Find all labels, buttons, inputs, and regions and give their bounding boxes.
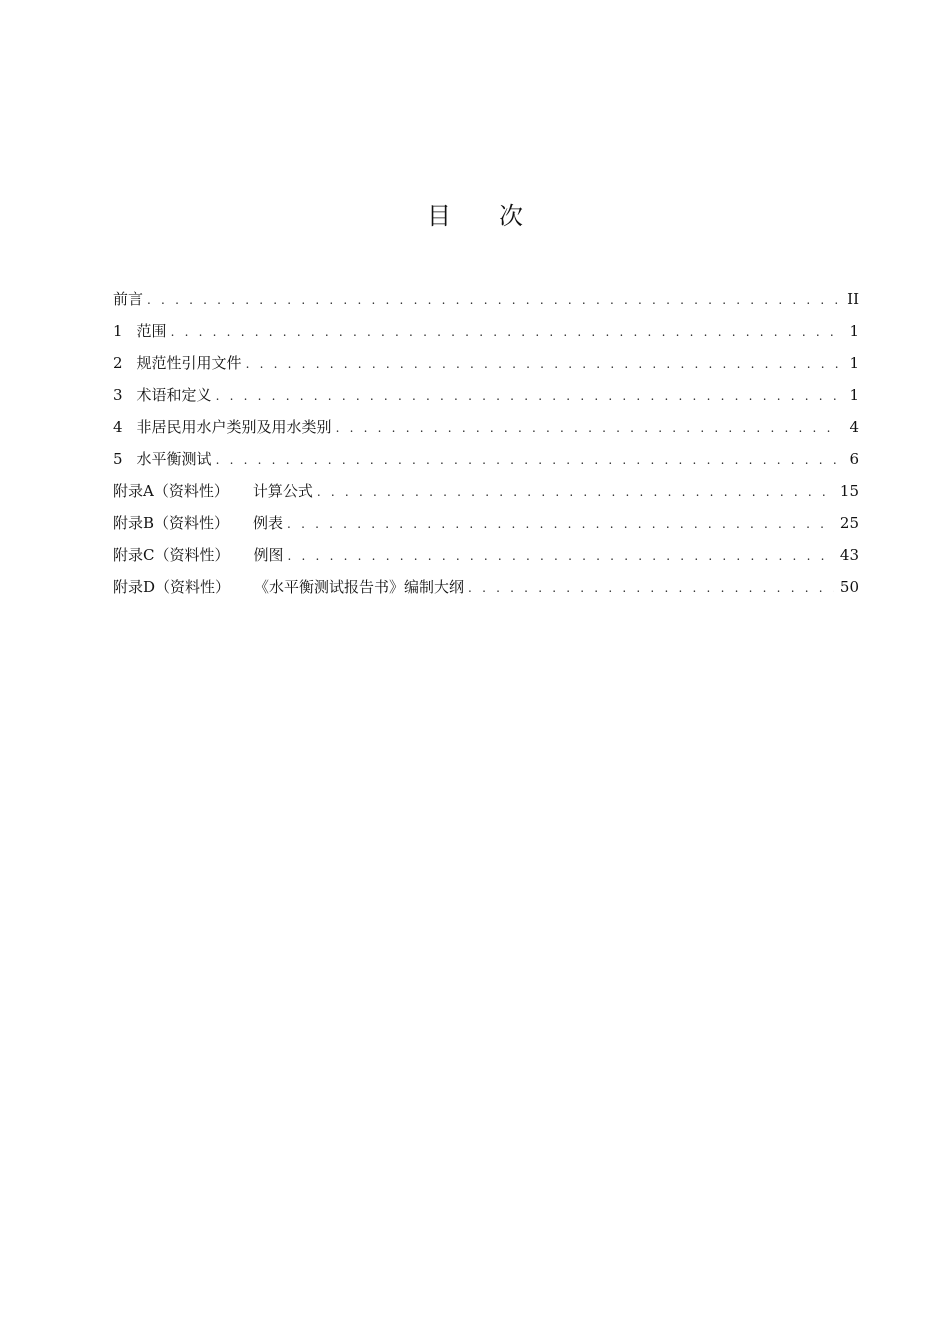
toc-leader-dots [317,479,834,505]
toc-entry-page: 15 [839,482,859,500]
page-title: 目 次 [427,202,523,230]
toc-entry-page: II [847,290,859,308]
toc-entry-label: 附录D（资料性） 《水平衡测试报告书》编制大纲 [113,578,465,596]
toc-entry-user-categories[interactable] [113,414,859,446]
toc-entry-normative-references[interactable] [113,350,859,382]
toc-entry-label: 附录A（资料性） 计算公式 [113,482,313,500]
toc-entry-page: 6 [849,450,859,468]
toc-entry-label: 前言 [113,290,144,308]
toc-leader-dots [171,319,841,345]
toc-entry-page: 25 [839,514,859,532]
toc-leader-dots [216,447,841,473]
toc-leader-dots [216,383,841,409]
toc-entry-label: 3 术语和定义 [113,386,212,404]
toc-entry-appendix-a[interactable] [113,478,859,510]
toc-leader-dots [288,543,834,569]
toc-entry-page: 4 [849,418,859,436]
toc-entry-label: 1 范围 [113,322,167,340]
toc-entry-water-balance-test[interactable] [113,446,859,478]
toc-entry-terms[interactable] [113,382,859,414]
toc-entry-preface[interactable] [113,286,859,318]
toc-leader-dots [468,575,834,601]
toc-entry-appendix-d[interactable] [113,574,859,606]
toc-entry-label: 附录B（资料性） 例表 [113,514,284,532]
toc-entry-label: 附录C（资料性） 例图 [113,546,284,564]
toc-entry-page: 1 [849,386,859,404]
toc-entry-label: 2 规范性引用文件 [113,354,242,372]
toc-entry-label: 4 非居民用水户类别及用水类别 [113,418,332,436]
toc-entry-scope[interactable] [113,318,859,350]
toc-entry-page: 50 [839,578,859,596]
table-of-contents [113,286,859,606]
toc-entry-appendix-c[interactable] [113,542,859,574]
toc-leader-dots [287,511,834,537]
toc-entry-page: 1 [849,322,859,340]
toc-leader-dots [246,351,841,377]
toc-entry-label: 5 水平衡测试 [113,450,212,468]
toc-entry-page: 43 [839,546,859,564]
toc-entry-appendix-b[interactable] [113,510,859,542]
toc-entry-page: 1 [849,354,859,372]
toc-leader-dots [147,287,841,313]
toc-leader-dots [336,415,841,441]
